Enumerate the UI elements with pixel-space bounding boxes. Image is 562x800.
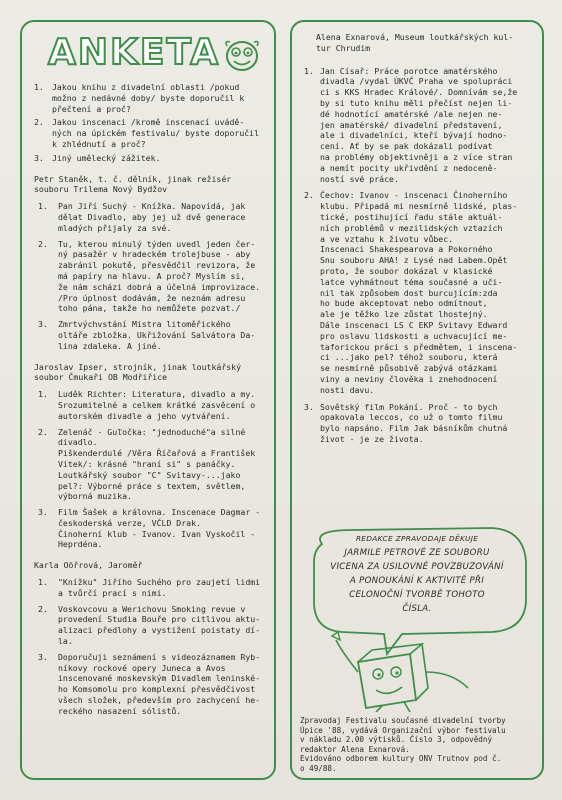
- answer-item: [34, 389, 264, 421]
- answer-text: Zelenáč - Guľočka: "jednoduché"a silné divadlo. Piškenderdulé /Věra Říčařová a František Vítek/: krásné "hraní si" s panáčky. Loutkářský soubor "C" Svitavy-...jako pel?: Výborné práce s textem, světlem, výborná muzika.: [58, 426, 256, 502]
- answer-text: Luděk Richter: Literatura, divadlo a my. Srozumitelné a celkem krátké zasvěcení o autorském divadle a jeho vytváření.: [58, 389, 256, 421]
- answer-number: 1.: [304, 65, 314, 76]
- answer-number: 2.: [38, 238, 48, 249]
- answer-text: Film Šašek a královna. Inscenace Dagmar - českoderská verze, VČLD Drak. Činoherní klub - Ivanov. Ivan Vyskočil - Heprdéna.: [58, 507, 261, 550]
- title-row: [34, 32, 264, 78]
- answer-item: [34, 239, 264, 315]
- smiley-face-icon: [222, 38, 262, 74]
- question-number: 3.: [34, 152, 44, 163]
- answer-text: Zmrtvýchvstání Mistra litoměřického oltáře zbložka. Ukřižování Salvátora Da- lina zdaleka. A jiné.: [58, 319, 256, 351]
- answer-text: Voskovcovu a Werichovu Smoking revue v provedení Studia Bouře pro citlivou aktu- alizaci předlohy a vystižení poistaty dí- la.: [58, 603, 261, 647]
- answer-number: 1.: [38, 201, 48, 212]
- answer-item: [34, 319, 264, 351]
- answer-text: "Knížku" Jiřího Suchého pro zaujetí lidmi a tvůrčí prací s nimi.: [58, 577, 261, 598]
- bubble-line: ČÍSLA.: [402, 604, 432, 614]
- answer-text: Čechov: Ivanov - inscenaci Činoherního klubu. Připadá mi nesmírně lidské, plas- tické, postihující řadu stále aktuál- ních problémů v mezilidských vztazích a ve vztahu k životu vůbec. Inscenaci Shakespearova a Pokorného Snu souboru AHA! z Lysé nad Labem.Opět proto, že soubor dokázal v klasické latce vyhmátnout téma současné a uči- nil tak způsobem dost burcujícím:zda ho bude akceptovat nebo odmítnout, ale je těžko lze zůstat lhostejný. Dále inscenaci LS C EKP Svitavy Edward pro oslavu lidskosti a uchvacující me- taforickou práci s předmětem, i inscena- ci ...jako pel? téhož souboru, která se nesmírně působivě zabývá otázkami viny a neviny člověka i znehodnocení nosti davu.: [320, 190, 518, 395]
- bubble-line: JARMILE PETROVÉ ZE SOUBORU: [344, 548, 490, 558]
- answer-text: Doporučuji seznámení s videozáznamem Ryb- níkovy rockové opery Juneca a Avos inscenované moskevským Divadlem leninské- ho Komsomolu pro komplexní přesvědčivost všech složek, především pro zachycení he- reckého nasazení sólistů.: [58, 651, 261, 716]
- question-item: [34, 153, 264, 164]
- answer-item: [304, 402, 532, 445]
- answer-number: 2.: [38, 426, 48, 437]
- bubble-line: A PONOUKÁNÍ K AKTIVITĚ PŘI: [349, 576, 485, 586]
- answer-item: [34, 604, 264, 647]
- right-column: [290, 20, 544, 780]
- questions-list: [34, 82, 264, 164]
- question-text: Jakou knihu z divadelní oblasti /pokud možno z nedávné doby/ byste doporučil k přečtení a proč?: [52, 82, 245, 114]
- question-item: [34, 82, 264, 114]
- answer-number: 3.: [304, 401, 314, 412]
- bubble-line: CELONOČNÍ TVORBĚ TOHOTO: [349, 590, 485, 600]
- answer-number: 1.: [38, 577, 48, 588]
- answer-number: 3.: [38, 507, 48, 518]
- answer-number: 2.: [304, 190, 314, 201]
- answer-text: Tu, kterou minulý týden uvedl jeden čer- ný pasažér v hradeckém trolejbuse - aby zabránil pokutě, přesvědčil revizora, že má papíry na hlavu. A proč? Myslím si, že nám scházi dobrá a účelná improvizace. /Pro úplnost dodávám, že neznám adresu toho pána, takže ho nemůžete pozvat./: [58, 238, 261, 314]
- bubble-line: VICENA ZA USILOVNÉ POVZBUZOVÁNÍ: [330, 562, 504, 572]
- imprint-footer: Zpravodaj Festivalu současné divadelní tvorby Úpice '88, vydává Organizační výbor festivalu v nákladu 2.00 výtisků. Číslo 3, odpovědný redaktor Alena Exnarová. Evidováno odborem kultury ONV Trutnov pod č. o 49/88.: [300, 716, 506, 773]
- answer-item: [34, 507, 264, 550]
- respondent-heading: Karla Oöřrová, Jaroměř: [34, 560, 143, 571]
- question-number: 1.: [34, 82, 44, 92]
- answer-text: Sovětský film Pokání. Proč - to bych opakovala leccos, co už o tomto filmu bylo napsáno. Film Jak básníkům chutná život - je ze života.: [320, 401, 508, 444]
- question-number: 2.: [34, 117, 44, 128]
- left-column: [20, 20, 276, 780]
- answer-item: [34, 427, 264, 503]
- respondent-heading: Petr Staněk, t. č. dělník, jinak režisér souboru Trilema Nový Bydžov: [34, 173, 232, 195]
- respondent-heading: Jaroslav Ipser, strojník, jinak loutkářský soubor Čmukaři OB Modřiřice: [34, 361, 242, 383]
- answer-item: [304, 66, 532, 185]
- answer-number: 3.: [38, 319, 48, 330]
- page-title: ANKETA: [48, 32, 221, 73]
- bubble-line: REDAKCE ZPRAVODAJE DĚKUJE: [355, 534, 479, 543]
- question-item: [34, 117, 264, 149]
- answer-item: [34, 652, 264, 717]
- answer-number: 1.: [38, 389, 48, 400]
- respondent-heading: Alena Exnarová, Museum loutkářských kul- tur Chrudim: [316, 32, 514, 53]
- answer-text: Jan Císař: Práce porotce amatérského divadla /vydal ÚKVČ Praha ve spolupráci ci s KKS Hradec Králové/. Domnívám se,že by si tuto knihu měli přečíst nejen li- dé hodnotící amatérské /ale nejen ne- jen amatérské/ divadelní představení, ale i divadelníci, kteří bývají hodno- cení. Ať by se pak dokázali podívat na problémy objektivněji a z více stran a nemít pocity ukřivdění z nedoceně- ností své práce.: [320, 65, 518, 184]
- answer-item: [34, 577, 264, 599]
- question-text: Jiný umělecký zážitek.: [52, 152, 161, 163]
- answer-number: 2.: [38, 603, 48, 614]
- question-text: Jakou inscenaci /kromě inscenací uvádě- ných na úpickém festivalu/ byste doporučil k zhlédnutí a proč?: [52, 117, 260, 149]
- thank-you-cartoon: [292, 522, 546, 722]
- answer-number: 3.: [38, 651, 48, 662]
- answer-item: [34, 201, 264, 233]
- thank-you-message: [322, 532, 512, 616]
- answer-item: [304, 190, 532, 395]
- answer-text: Pan Jiří Suchý - Knížka. Napovídá, jak dělat Divadlo, aby jej už dvě generace mladých přijaly za své.: [58, 201, 246, 233]
